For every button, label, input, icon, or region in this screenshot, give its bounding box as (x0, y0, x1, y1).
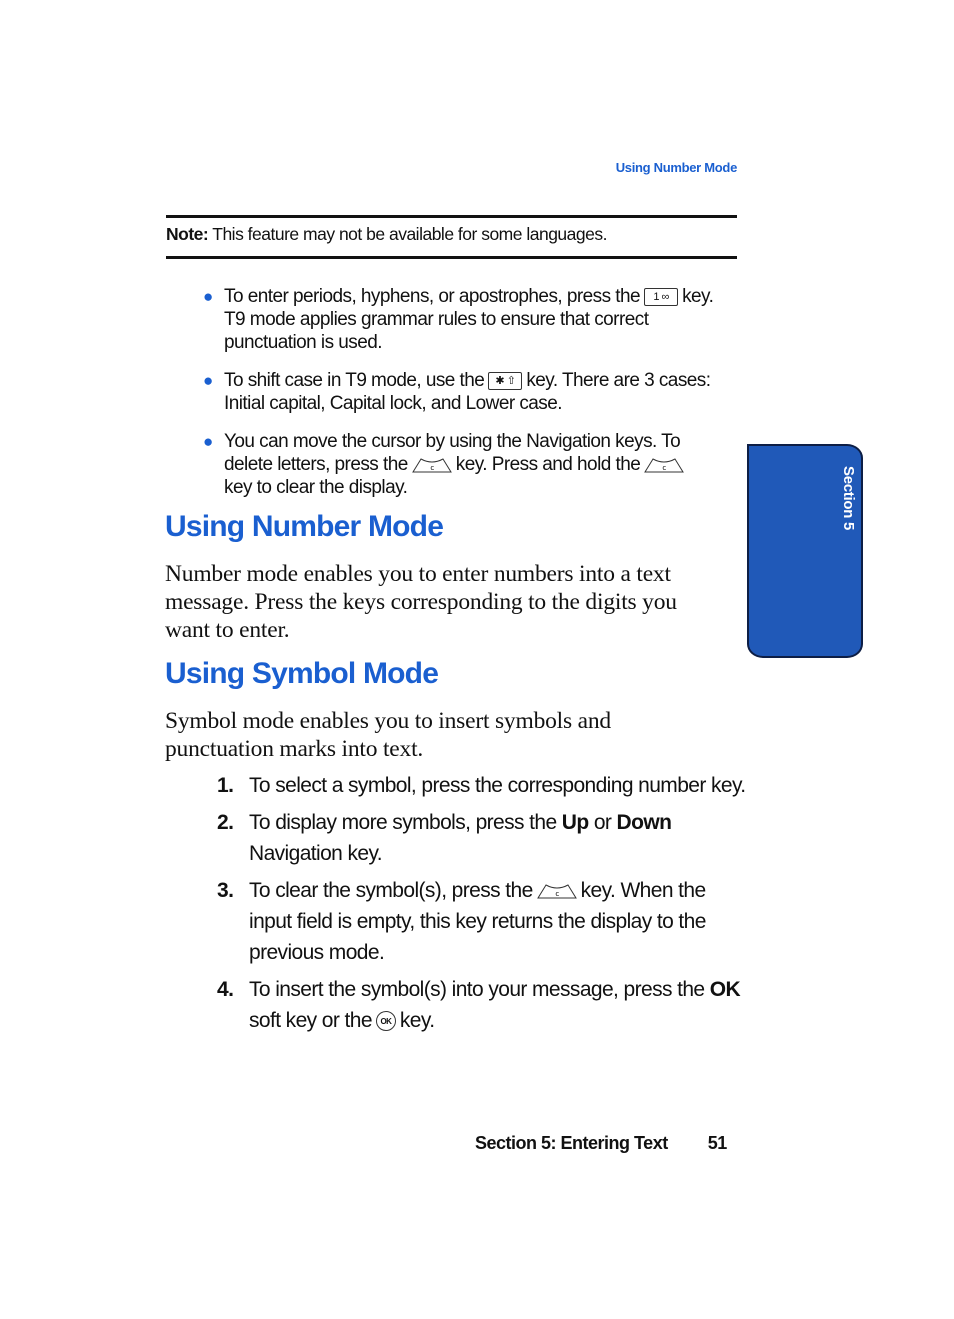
down-key-label: Down (616, 811, 672, 834)
step-text: previous mode. (249, 941, 385, 964)
step-text: To select a symbol, press the corresponding number key. (249, 774, 746, 797)
bullet-dot-icon: ● (203, 432, 213, 451)
up-key-label: Up (561, 811, 589, 834)
step-number: 3. (217, 879, 234, 902)
bullet-list (203, 285, 743, 514)
ok-soft-key-label: OK (709, 978, 741, 1001)
step-number: 1. (217, 774, 234, 797)
bullet-text: key to clear the display. (224, 477, 408, 498)
note-label: Note: (166, 224, 209, 244)
paragraph-line: Symbol mode enables you to insert symbols and (165, 708, 611, 734)
heading-number-mode: Using Number Mode (165, 510, 444, 543)
step-text: or (588, 811, 617, 834)
step-text: To insert the symbol(s) into your message, press the (249, 978, 710, 1001)
bullet-text: To enter periods, hyphens, or apostrophes, press the (224, 286, 641, 307)
paragraph-line: want to enter. (165, 617, 290, 643)
step-item (217, 875, 757, 968)
running-head: Using Number Mode (615, 160, 737, 175)
step-text: soft key or the (249, 1009, 372, 1032)
step-text: To display more symbols, press the (249, 811, 562, 834)
bullet-text: key. There are 3 cases: (526, 370, 711, 391)
footer-section-title: Section 5: Entering Text (475, 1133, 668, 1153)
step-text: key. (399, 1009, 435, 1032)
step-item (217, 770, 757, 801)
bullet-item (203, 430, 743, 499)
bullet-text: key. Press and hold the (455, 454, 641, 475)
clear-key-icon (644, 457, 684, 473)
step-text: input field is empty, this key returns the display to the (249, 910, 706, 933)
symbol-mode-paragraph (165, 707, 740, 763)
bullet-item (203, 369, 743, 415)
star-key-icon: ✱ ⇧ (488, 372, 522, 390)
bullet-text: Initial capital, Capital lock, and Lower case. (224, 393, 563, 414)
clear-key-icon (412, 457, 452, 473)
step-item (217, 974, 757, 1036)
bullet-item (203, 285, 743, 354)
svg-text:c: c (662, 463, 666, 472)
bullet-dot-icon: ● (203, 287, 213, 306)
note-text (166, 224, 607, 245)
svg-text:c: c (555, 890, 559, 899)
bullet-text: delete letters, press the (224, 454, 408, 475)
step-item (217, 807, 757, 869)
step-number: 4. (217, 978, 234, 1001)
step-text: To clear the symbol(s), press the (249, 879, 533, 902)
step-number: 2. (217, 811, 234, 834)
paragraph-line: message. Press the keys corresponding to the digits you (165, 589, 677, 615)
ok-key-icon: OK (376, 1011, 396, 1031)
page-number: 51 (707, 1133, 727, 1153)
step-list (217, 770, 757, 1042)
paragraph-line: Number mode enables you to enter numbers into a text (165, 561, 671, 587)
bullet-dot-icon: ● (203, 371, 213, 390)
step-text: Navigation key. (249, 842, 383, 865)
bullet-text: punctuation is used. (224, 332, 383, 353)
note-box (166, 215, 737, 259)
clear-key-icon (537, 883, 577, 899)
page-footer (475, 1133, 727, 1154)
bullet-text: key. (682, 286, 714, 307)
heading-symbol-mode: Using Symbol Mode (165, 657, 439, 690)
section-tab (747, 444, 863, 658)
bullet-text: T9 mode applies grammar rules to ensure that correct (224, 309, 649, 330)
one-key-icon: 1 ∞ (644, 288, 678, 306)
step-text: key. When the (580, 879, 706, 902)
bullet-text: You can move the cursor by using the Navigation keys. To (224, 431, 681, 452)
section-tab-label: Section 5 (840, 466, 857, 530)
note-body: This feature may not be available for some languages. (208, 224, 607, 244)
svg-text:c: c (430, 463, 434, 472)
bullet-text: To shift case in T9 mode, use the (224, 370, 485, 391)
number-mode-paragraph (165, 560, 740, 644)
paragraph-line: punctuation marks into text. (165, 736, 424, 762)
